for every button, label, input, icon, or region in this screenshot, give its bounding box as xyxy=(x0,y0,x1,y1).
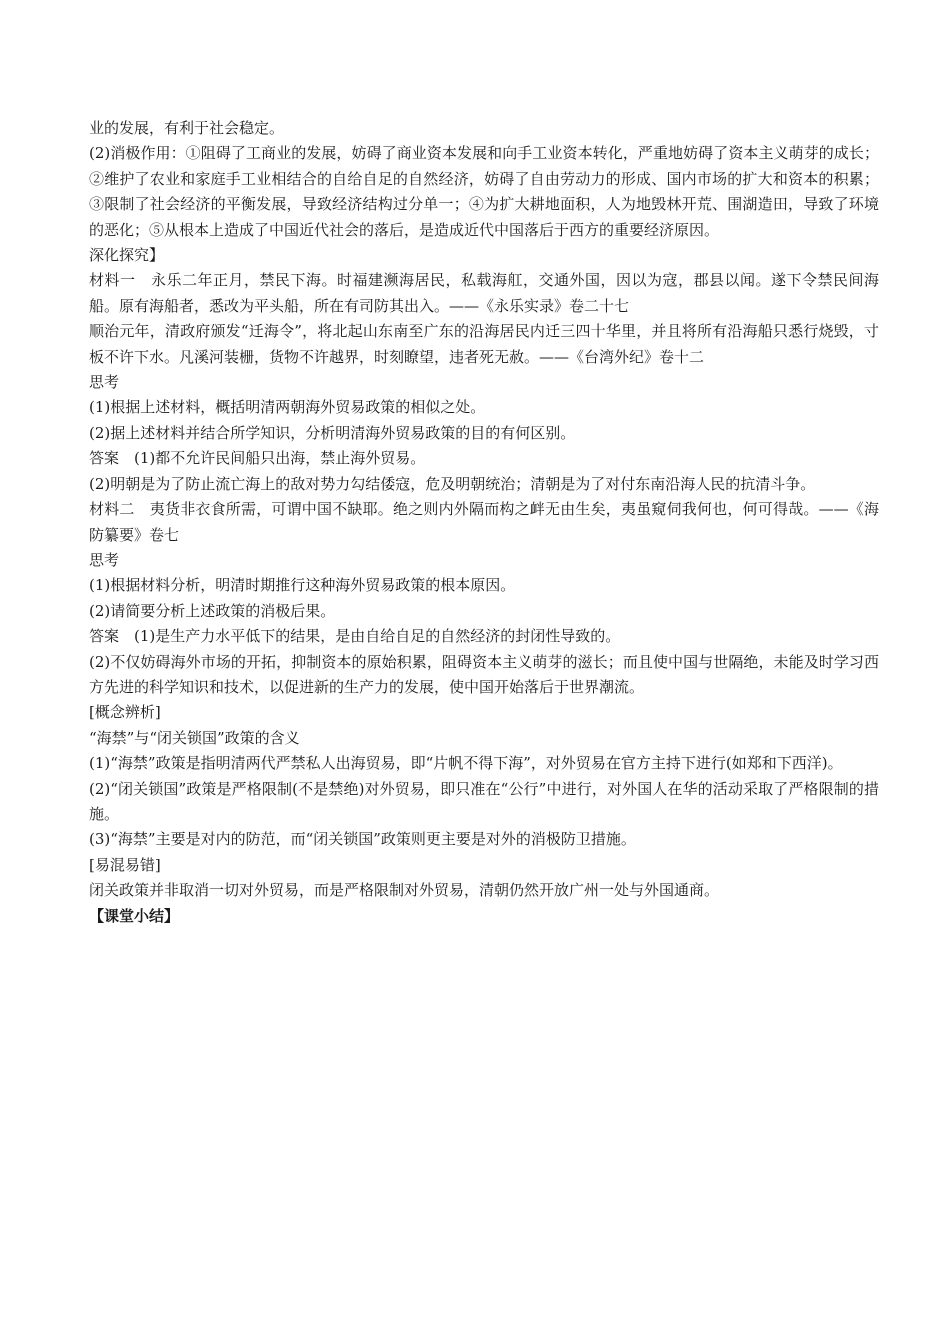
concept-item-1: (1)“海禁”政策是指明清两代严禁私人出海贸易，即“片帆不得下海”，对外贸易在官方主持下进行(如郑和下西洋)。 xyxy=(89,754,843,773)
think-label: 思考 xyxy=(89,373,120,392)
material-one-ming: 材料一 永乐二年正月，禁民下海。时福建濒海居民，私载海舡，交通外国，因以为寇，郡县以闻。遂下令禁民间海船。原有海船者，悉改为平头船，所在有司防其出入。——《永乐实录》卷二十七 xyxy=(89,271,879,315)
material-one-qing: 顺治元年，清政府颁发“迁海令”，将北起山东南至广东的沿海居民内迁三四十华里，并且将所有沿海船只悉行烧毁，寸板不许下水。凡溪河装栅，货物不许越界，时刻瞭望，违者死无赦。——《台湾外纪》卷十二 xyxy=(89,322,879,366)
section-heading-summary: 【课堂小结】 xyxy=(89,906,180,925)
think-label: 思考 xyxy=(89,550,120,569)
section-heading-deep-inquiry: 深化探究】 xyxy=(89,246,165,265)
answer-1: 答案 (1)都不允许民间船只出海，禁止海外贸易。 xyxy=(89,449,426,468)
concept-item-2: (2)“闭关锁国”政策是严格限制(不是禁绝)对外贸易，即只准在“公行”中进行，对外国人在华的活动采取了严格限制的措施。 xyxy=(89,779,879,823)
question-1: (1)根据材料分析，明清时期推行这种海外贸易政策的根本原因。 xyxy=(89,576,516,595)
paragraph-negative-effects: (2)消极作用：①阻碍了工商业的发展，妨碍了商业资本发展和向手工业资本转化，严重地妨碍了资本主义萌芽的成长；②维护了农业和家庭手工业相结合的自给自足的自然经济，妨碍了自由劳动力的形成、国内市场的扩大和资本的积累；③限制了社会经济的平衡发展，导致经济结构过分单一；④为扩大耕地面积，人为地毁林开荒、围湖造田，导致了环境的恶化；⑤从根本上造成了中国近代社会的落后，是造成近代中国落后于西方的重要经济原因。 xyxy=(89,144,879,239)
section-heading-concept: [概念辨析] xyxy=(89,703,161,722)
answer-1: 答案 (1)是生产力水平低下的结果，是由自给自足的自然经济的封闭性导致的。 xyxy=(89,627,621,646)
material-two: 材料二 夷货非衣食所需，可谓中国不缺耶。绝之则内外隔而构之衅无由生矣，夷虽窥伺我何也，何可得哉。——《海防纂要》卷七 xyxy=(89,500,879,544)
paragraph-continuation: 业的发展，有利于社会稳定。 xyxy=(89,119,285,137)
answer-2: (2)明朝是为了防止流亡海上的敌对势力勾结倭寇，危及明朝统治；清朝是为了对付东南沿海人民的抗清斗争。 xyxy=(89,474,816,493)
answer-2: (2)不仅妨碍海外市场的开拓，抑制资本的原始积累，阻碍资本主义萌芽的滋长；而且使中国与世隔绝，未能及时学习西方先进的科学知识和技术，以促进新的生产力的发展，使中国开始落后于世界潮流。 xyxy=(89,652,879,696)
concept-title: “海禁”与“闭关锁国”政策的含义 xyxy=(89,728,300,747)
question-2: (2)据上述材料并结合所学知识，分析明清海外贸易政策的目的有何区别。 xyxy=(89,423,576,442)
confusion-note: 闭关政策并非取消一切对外贸易，而是严格限制对外贸易，清朝仍然开放广州一处与外国通商。 xyxy=(89,881,720,900)
concept-item-3: (3)“海禁”主要是对内的防范，而“闭关锁国”政策则更主要是对外的消极防卫措施。 xyxy=(89,830,636,849)
question-2: (2)请简要分析上述政策的消极后果。 xyxy=(89,601,336,620)
question-1: (1)根据上述材料，概括明清两朝海外贸易政策的相似之处。 xyxy=(89,398,486,417)
section-heading-confusion: [易混易错] xyxy=(89,855,161,874)
document-page xyxy=(89,116,879,929)
